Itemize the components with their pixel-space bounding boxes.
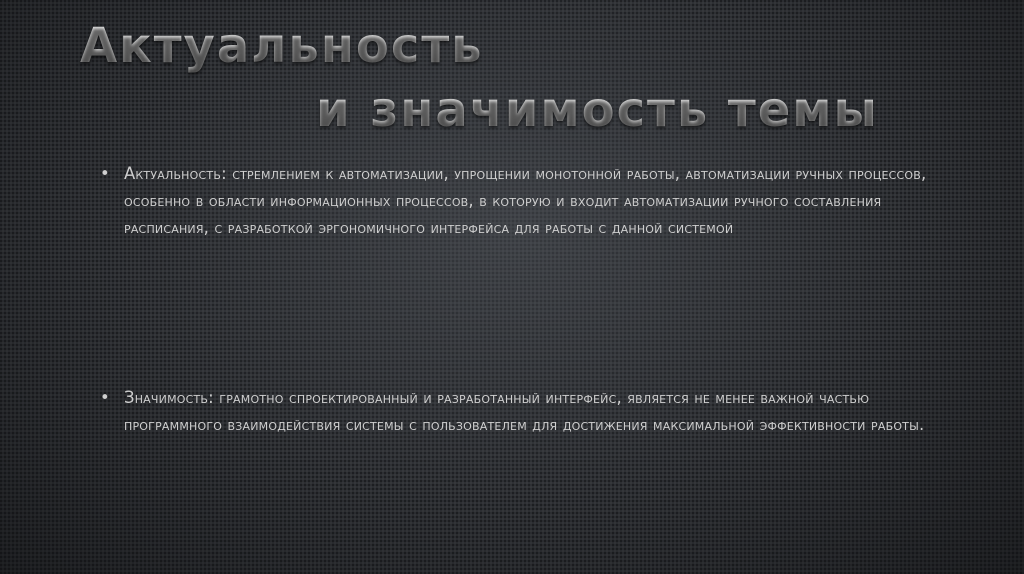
bullet-dot-icon: •	[100, 164, 110, 183]
bullet-item-significance	[100, 384, 940, 438]
bullet-item-relevance	[100, 160, 940, 241]
bullet-dot-icon: •	[100, 388, 110, 407]
slide-title-line-1: Актуальность	[80, 18, 484, 74]
bullet-text-relevance: Актуальность: стремлением к автоматизации, упрощении монотонной работы, автоматизации ручных процессов, особенно в области информационных процессов, в которую и входит автоматизации ручного составления расписания, с разработкой эргономичного интерфейса для работы с данной системой	[124, 164, 927, 237]
bullet-text-significance: Значимость: грамотно спроектированный и разработанный интерфейс, является не менее важной частью программного взаимодействия системы с пользователем для достижения максимальной эффективности работы.	[124, 388, 925, 434]
slide-title-line-2: и значимость темы	[316, 82, 879, 138]
